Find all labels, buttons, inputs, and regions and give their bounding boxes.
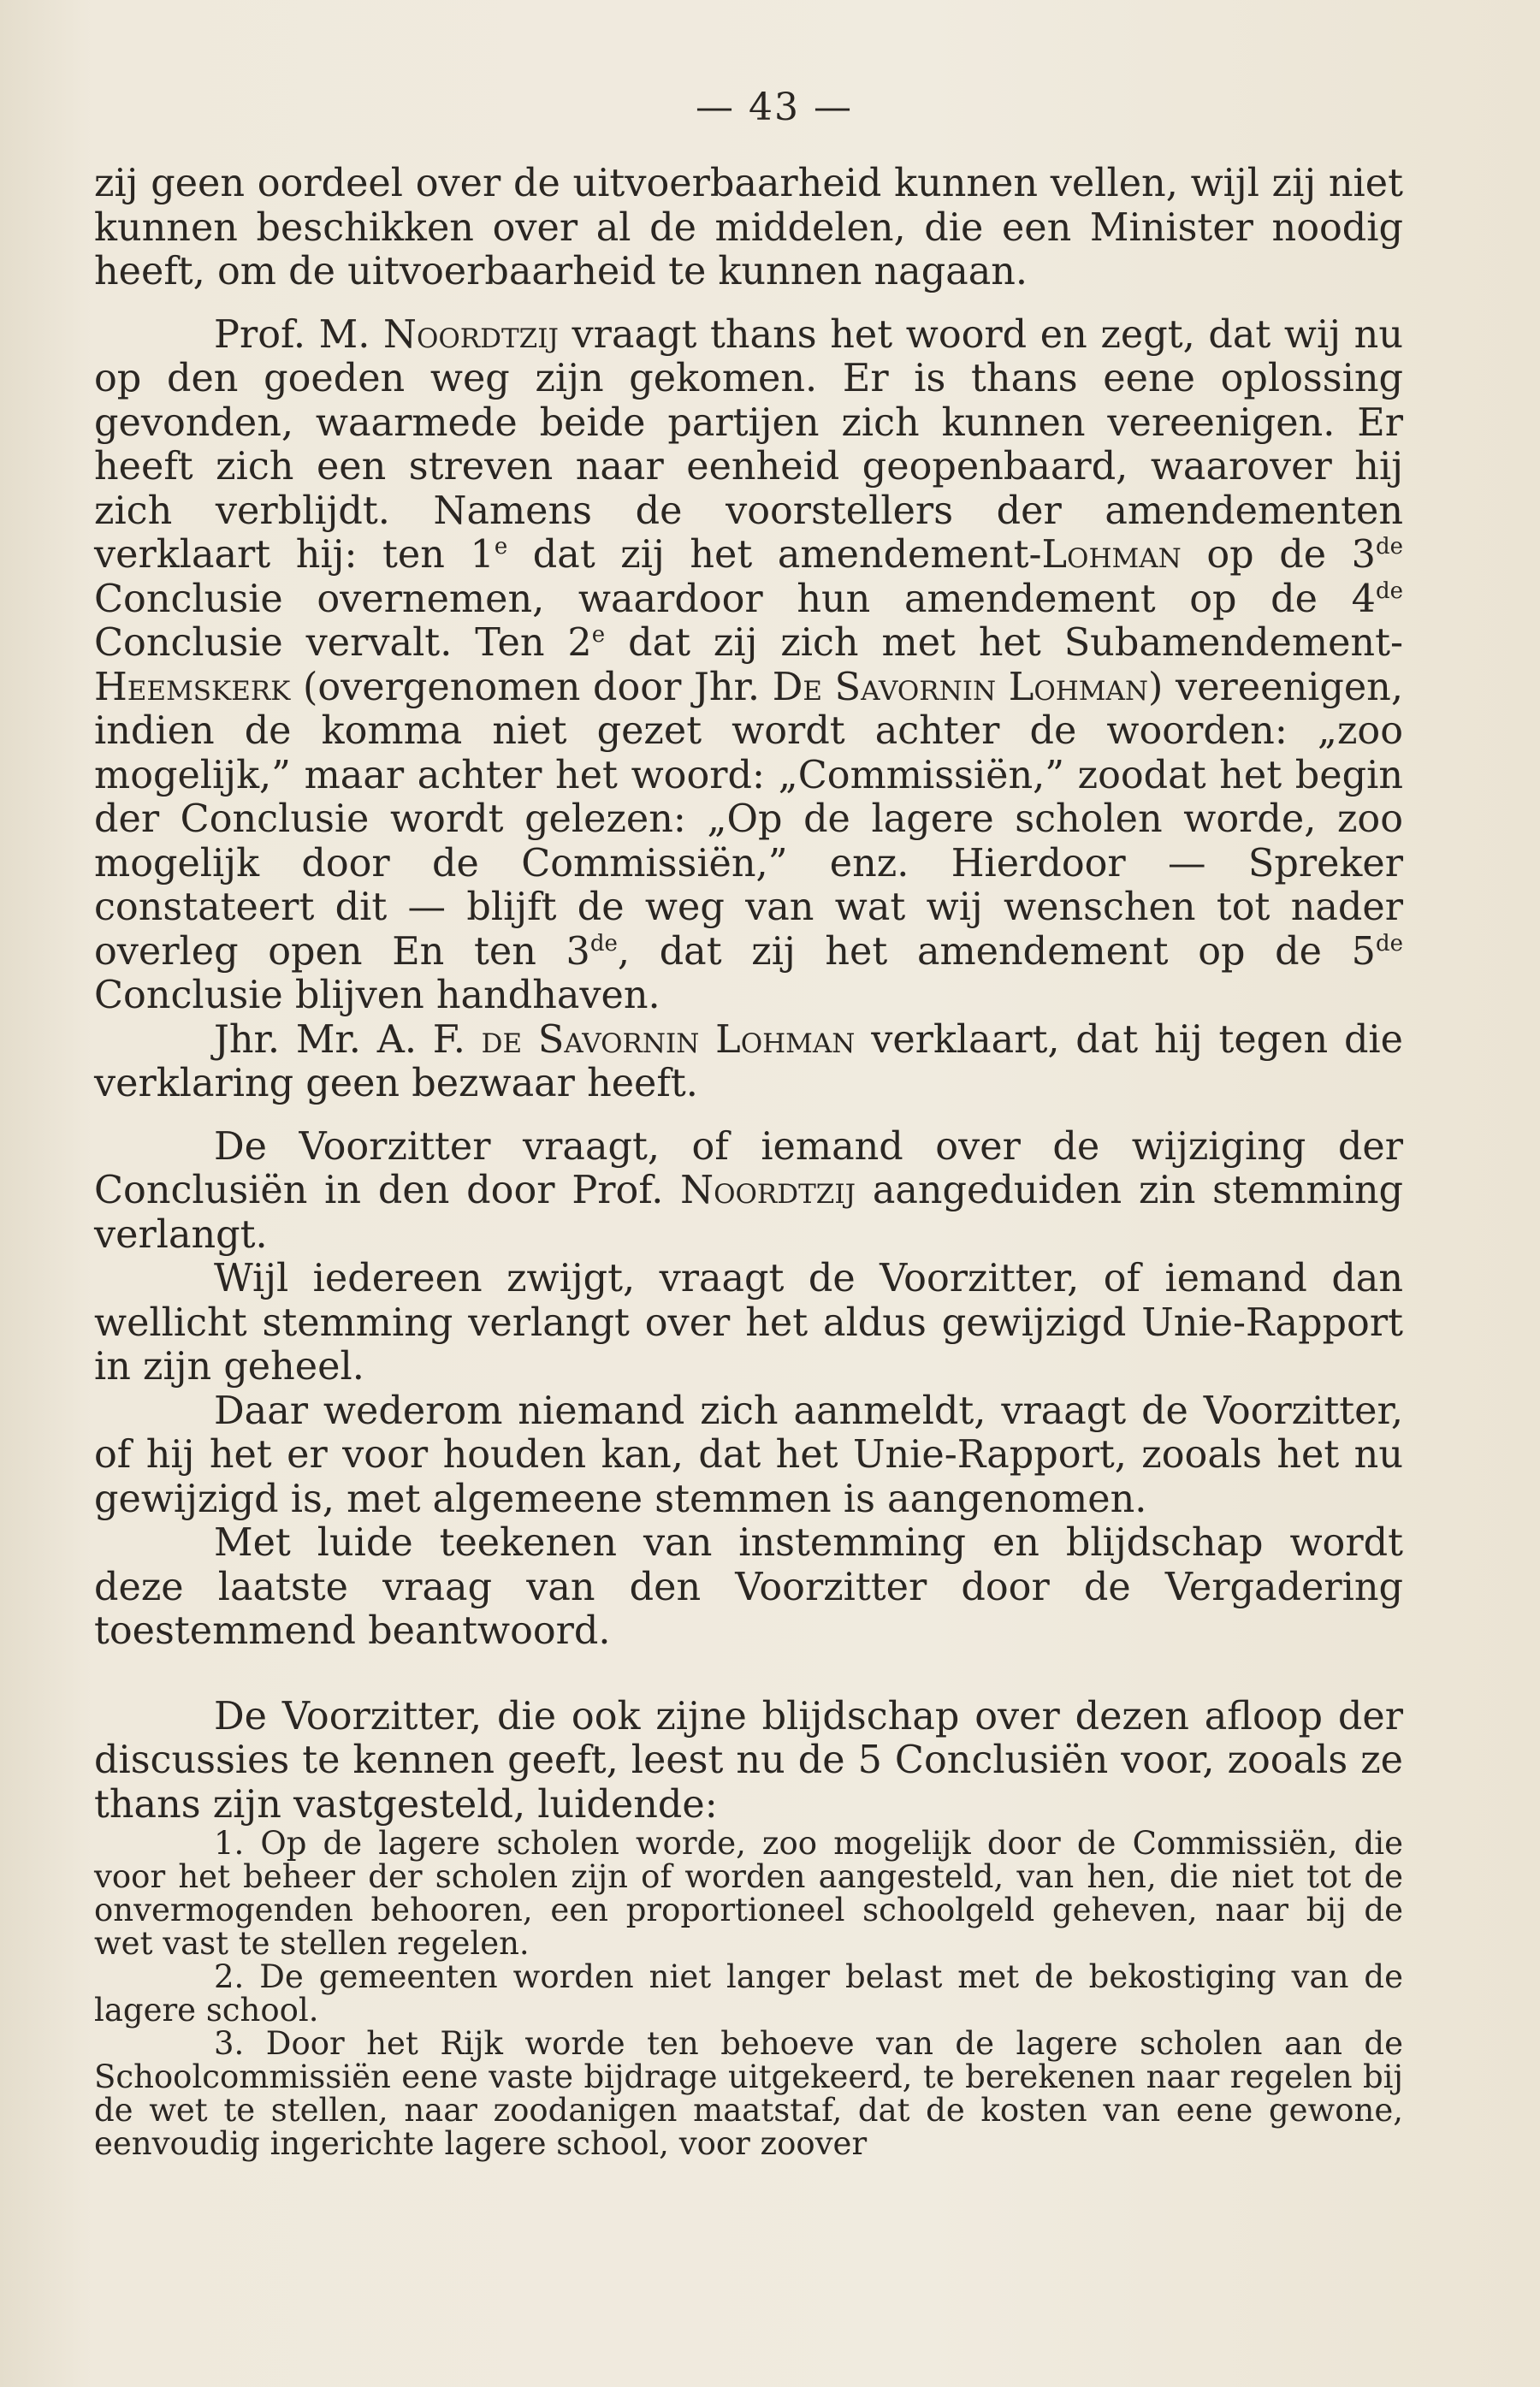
person-name: De Savornin Lohman (772, 665, 1149, 709)
paragraph-6: Daar wederom niemand zich aanmeldt, vraagt de Voorzitter, of hij het er voor houden kan, dat het Unie-Rapport, zooals het nu gewijzigd is, met algemeene stemmen is aangenomen. (94, 1389, 1403, 1521)
person-name: Noordtzij (680, 1169, 856, 1212)
person-name: de Savornin Lohman (481, 1017, 856, 1062)
person-name: Heemskerk (94, 665, 291, 709)
conclusion-item: 3. Door het Rijk worde ten behoeve van de lagere scholen aan de Schoolcommissiën eene vaste bijdrage uitgekeerd, te berekenen naar regelen bij de wet te stellen, naar zoodanigen maatstaf, dat de kosten van eene gewone, eenvoudig ingerichte lagere school, voor zoover (94, 2025, 1403, 2162)
page-number: — 43 — (696, 86, 853, 129)
paragraph-1: zij geen oordeel over de uitvoerbaarheid kunnen vellen, wijl zij niet kunnen beschikken over al de middelen, die een Minister noodig heeft, om de uitvoerbaarheid te kunnen nagaan. (94, 162, 1403, 293)
paragraph-8: De Voorzitter, die ook zijne blijdschap over dezen afloop der discussies te kennen geeft, leest nu de 5 Conclusiën voor, zooals ze thans zijn vastgesteld, luidende: (94, 1694, 1403, 1827)
person-name: Noordtzij (383, 312, 559, 357)
paragraph-2: Prof. M. Noordtzij vraagt thans het woord en zegt, dat wij nu op den goeden weg zijn gekomen. Er is thans eene oplossing gevonden, waarmede beide partijen zich kunnen vereenigen. Er heeft zich een streven naar eenheid geopenbaard, waarover hij zich verblijdt. Namens de voorstellers der amendementen verklaart hij: ten 1e dat zij het amendement-Lohman op de 3de Conclusie overnemen, waardoor hun amendement op de 4de Conclusie vervalt. Ten 2e dat zij zich met het Subamendement-Heemskerk (overgenomen door Jhr. De Savornin Lohman) vereenigen, indien de komma niet gezet wordt achter de woorden: „zoo mogelijk,” maar achter het woord: „Commissiën,” zoodat het begin der Conclusie wordt gelezen: „Op de lagere scholen worde, zoo mogelijk door de Commissiën,” enz. Hierdoor — Spreker constateert dit — blijft de weg van wat wij wenschen tot nader overleg open En ten 3de, dat zij het amendement op de 5de Conclusie blijven handhaven. (94, 312, 1403, 1017)
conclusion-item: 2. De gemeenten worden niet langer belast met de bekostiging van de lagere school. (94, 1958, 1403, 2029)
conclusions-list (94, 1827, 1403, 2160)
paragraph-7: Met luide teekenen van instemming en blijdschap wordt deze laatste vraag van den Voorzitter door de Vergadering toestemmend beantwoord. (94, 1521, 1403, 1653)
person-name: Lohman (1041, 533, 1182, 577)
paragraph-5: Wijl iedereen zwijgt, vraagt de Voorzitter, of iemand dan wellicht stemming verlangt over het aldus gewijzigd Unie-Rapport in zijn geheel. (94, 1257, 1403, 1389)
paragraph-3: Jhr. Mr. A. F. de Savornin Lohman verklaart, dat hij tegen die verklaring geen bezwaar heeft. (94, 1017, 1404, 1105)
conclusion-item: 1. Op de lagere scholen worde, zoo mogelijk door de Commissiën, die voor het beheer der scholen zijn of worden aangesteld, van hen, die niet tot de onvermogenden behooren, een proportioneel schoolgeld geheven, naar bij de wet vast te stellen regelen. (94, 1825, 1403, 1962)
paragraph-4: De Voorzitter vraagt, of iemand over de wijziging der Conclusiën in den door Prof. Noordtzij aangeduiden zin stemming verlangt. (94, 1124, 1403, 1257)
page-content (94, 86, 1403, 2160)
